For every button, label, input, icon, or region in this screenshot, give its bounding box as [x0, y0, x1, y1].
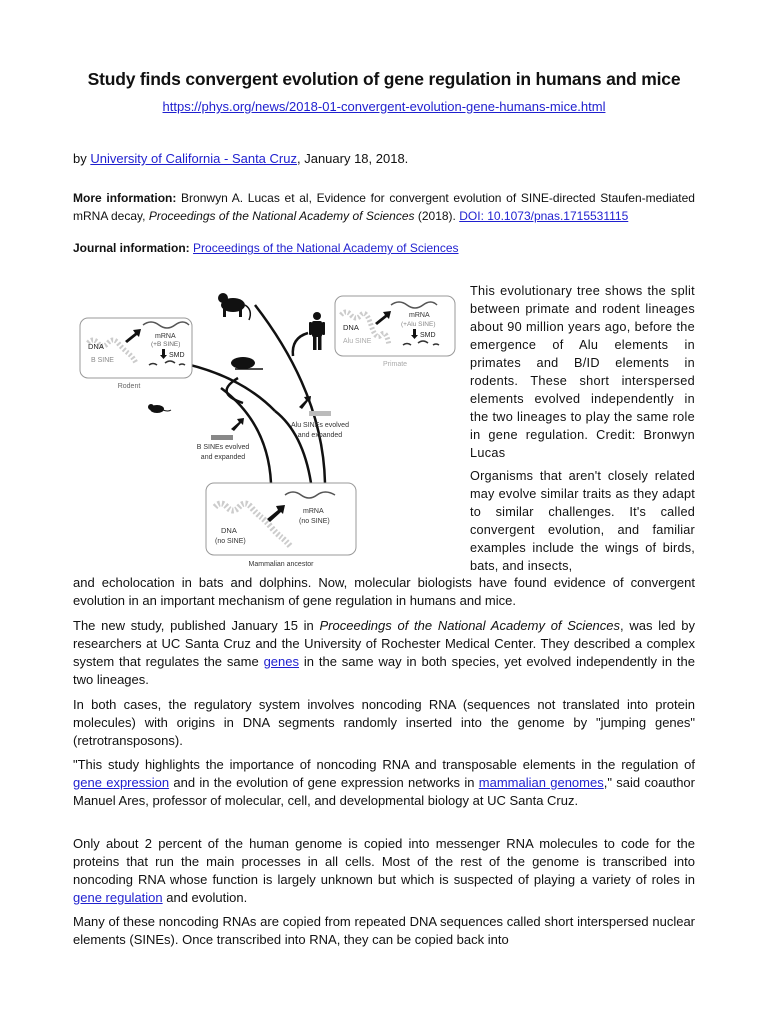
- p5-text-a: Only about 2 percent of the human genome is copied into messenger RNA molecules to code for the proteins that run the main processes in all cells. Most of the rest of the genome is transcribed into noncoding RNA whose function is largely unknown but which is suspected of playing a variety of roles in: [73, 836, 695, 887]
- author-link[interactable]: University of California - Santa Cruz: [90, 151, 297, 166]
- paragraph-5: [73, 835, 695, 907]
- svg-text:mRNA: mRNA: [409, 312, 430, 319]
- source-url-link[interactable]: https://phys.org/news/2018-01-convergent-evolution-gene-humans-mice.html: [162, 99, 606, 114]
- evolutionary-tree-figure: [73, 283, 463, 573]
- svg-text:Primate: Primate: [382, 361, 408, 368]
- p4-text-a: "This study highlights the importance of noncoding RNA and transposable elements in the regulation of: [73, 757, 695, 772]
- rodent-box: [80, 318, 192, 390]
- paragraph-text: Many of these noncoding RNAs are copied from repeated DNA sequences called short interspersed nuclear elements (SINEs). Once transcribed into RNA, they can be copied back into: [73, 914, 695, 947]
- svg-text:Mammalian ancestor: Mammalian ancestor: [248, 561, 314, 568]
- svg-text:(+Alu SINE): (+Alu SINE): [401, 321, 436, 328]
- svg-text:(no SINE): (no SINE): [299, 518, 330, 525]
- paragraph-1-continuation: [73, 574, 695, 610]
- rat-icon: [231, 357, 263, 369]
- more-information-year: (2018).: [414, 208, 460, 223]
- journal-information-label: Journal information:: [73, 241, 190, 255]
- gene-expression-link[interactable]: gene expression: [73, 775, 170, 790]
- article-title: Study finds convergent evolution of gene regulation in humans and mice: [87, 69, 681, 89]
- gene-regulation-link[interactable]: gene regulation: [73, 890, 163, 905]
- p2-text-b: , was led by researchers at UC Santa Cruz and the University of Rochester Medical Center. They described a complex system that regulates the same: [73, 618, 695, 669]
- paragraph-4: [73, 756, 695, 810]
- p5-text-b: and evolution.: [162, 890, 248, 905]
- figure-caption: This evolutionary tree shows the split between primate and rodent lineages about 90 million years ago, before the emergence of Alu elements in primates and B/ID elements in rodents. These short interspersed elements evolved independently in the two lineages to play the same role in gene regulation. Credit: Bronwyn Lucas: [470, 284, 695, 460]
- svg-text:and expanded: and expanded: [297, 432, 343, 439]
- mouse-icon: [148, 404, 171, 413]
- svg-text:Rodent: Rodent: [117, 383, 141, 390]
- journal-link[interactable]: Proceedings of the National Academy of Sciences: [193, 241, 459, 255]
- p2-text-c: in the same way in both species, yet evolved independently in the two lineages.: [73, 654, 695, 687]
- svg-text:(+B SINE): (+B SINE): [151, 341, 181, 348]
- byline: [73, 151, 408, 166]
- human-icon: [309, 312, 325, 350]
- svg-text:mRNA: mRNA: [155, 333, 176, 340]
- svg-text:Alu SINE: Alu SINE: [343, 338, 372, 345]
- p4-text-b: and in the evolution of gene expression networks in: [169, 775, 479, 790]
- svg-text:Alu SINEs evolved: Alu SINEs evolved: [291, 422, 349, 429]
- svg-text:B SINEs evolved: B SINEs evolved: [196, 444, 250, 451]
- more-information-label: More information:: [73, 191, 177, 205]
- paragraph-3: [73, 696, 695, 750]
- p2-journal: Proceedings of the National Academy of Sciences: [319, 618, 621, 633]
- monkey-icon: [218, 293, 250, 320]
- svg-text:DNA: DNA: [221, 526, 237, 535]
- svg-text:DNA: DNA: [88, 342, 104, 351]
- p2-text-a: The new study, published January 15 in: [73, 618, 320, 633]
- primate-box: [335, 296, 455, 368]
- svg-text:(no SINE): (no SINE): [215, 538, 246, 545]
- mammalian-genomes-link[interactable]: mammalian genomes: [478, 775, 604, 790]
- doi-link[interactable]: DOI: 10.1073/pnas.1715531115: [459, 208, 629, 223]
- more-information-text: Bronwyn A. Lucas et al, Evidence for convergent evolution of SINE-directed Staufen-mediated mRNA decay,: [73, 191, 695, 223]
- more-information-journal: Proceedings of the National Academy of Sciences: [148, 208, 415, 223]
- svg-text:SMD: SMD: [169, 352, 185, 359]
- byline-prefix: by: [73, 151, 91, 166]
- paragraph-text: In both cases, the regulatory system involves noncoding RNA (sequences not translated into protein molecules) with origins in DNA segments randomly inserted into the genome by "jumping genes" (retrotransposons).: [73, 697, 695, 748]
- svg-text:mRNA: mRNA: [303, 508, 324, 515]
- paragraph-text: and echolocation in bats and dolphins. Now, molecular biologists have found evidence of convergent evolution in an important mechanism of gene regulation in humans and mice.: [73, 575, 695, 608]
- svg-text:and expanded: and expanded: [200, 454, 246, 461]
- more-information: [73, 190, 695, 225]
- source-url-container: [73, 99, 695, 114]
- intro-paragraph-wrap: Organisms that aren't closely related may evolve similar traits as they adapt to similar challenges. It's called convergent evolution, and familiar examples include the wings of birds, bats, and insects,: [470, 469, 695, 573]
- journal-information: [73, 241, 459, 255]
- paragraph-2: [73, 617, 695, 689]
- svg-text:DNA: DNA: [343, 323, 359, 332]
- paragraph-6: [73, 913, 695, 949]
- ancestor-box: [206, 483, 356, 568]
- svg-text:SMD: SMD: [420, 332, 436, 339]
- genes-link[interactable]: genes: [263, 654, 299, 669]
- svg-text:B SINE: B SINE: [91, 357, 114, 364]
- p4-text-c: ," said coauthor Manuel Ares, professor of molecular, cell, and developmental biology at UC Santa Cruz.: [73, 775, 695, 808]
- byline-date: , January 18, 2018.: [296, 151, 409, 166]
